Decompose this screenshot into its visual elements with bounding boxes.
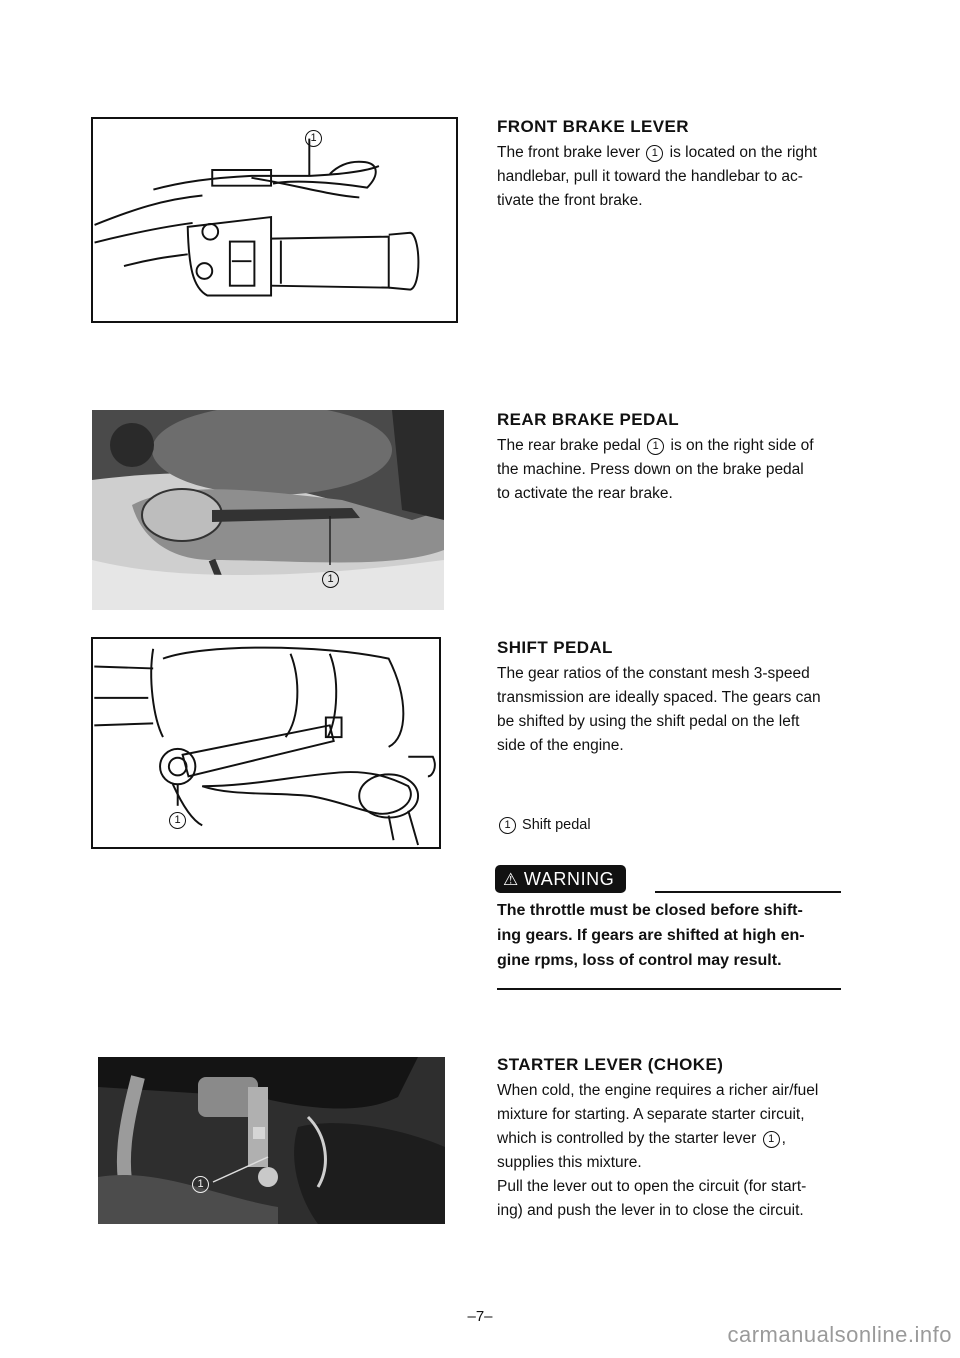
- warning-header-rule: [655, 891, 841, 893]
- page-number: –7–: [467, 1308, 493, 1325]
- warning-bottom-rule: [497, 988, 841, 990]
- shift-pedal-section: [497, 638, 847, 758]
- section-body: The front brake lever 1 is located on the right handlebar, pull it toward the handlebar to ac- tivate the front brake.: [497, 144, 817, 209]
- warning-triangle-icon: ⚠: [503, 870, 519, 889]
- starter-lever-image: [98, 1057, 445, 1224]
- warning-badge: ⚠ WARNING: [495, 865, 626, 893]
- callout-1: 1: [167, 811, 188, 829]
- warning-text: The throttle must be closed before shift- ing gears. If gears are shifted at high en- gine rpms, loss of control may result.: [497, 902, 805, 969]
- callout-1: 1: [303, 129, 324, 147]
- starter-lever-photo: [98, 1057, 445, 1224]
- section-body: The gear ratios of the constant mesh 3-speed transmission are ideally spaced. The gears can be shifted by using the shift pedal on the left side of the engine.: [497, 665, 821, 754]
- shift-pedal-figure: [91, 637, 441, 849]
- section-heading: REAR BRAKE PEDAL: [497, 410, 680, 429]
- front-brake-lever-figure: [91, 117, 458, 323]
- starter-lever-section: [497, 1055, 847, 1223]
- site-watermark: carmanualsonline.info: [727, 1322, 952, 1347]
- section-body: When cold, the engine requires a richer air/fuel mixture for starting. A separate starter circuit, which is controlled by the starter lever 1 , supplies this mixture. Pull the lever out to open the circuit (for start- ing) and push the lever in to close the circuit.: [497, 1082, 819, 1219]
- section-heading: SHIFT PEDAL: [497, 638, 613, 657]
- callout-1: 1: [320, 570, 341, 588]
- shift-pedal-drawing: [93, 639, 439, 847]
- section-heading: FRONT BRAKE LEVER: [497, 117, 689, 136]
- warning-header: [495, 865, 841, 895]
- section-heading: STARTER LEVER (CHOKE): [497, 1055, 724, 1074]
- rear-brake-pedal-image: [92, 410, 444, 610]
- rear-brake-pedal-photo: [92, 410, 444, 610]
- callout-1: 1: [190, 1175, 211, 1193]
- section-body: The rear brake pedal 1 is on the right side of the machine. Press down on the brake pedal to activate the rear brake.: [497, 437, 814, 502]
- front-brake-lever-section: [497, 117, 847, 213]
- figure-caption: 1 Shift pedal: [497, 817, 591, 834]
- front-brake-lever-drawing: [93, 119, 456, 321]
- rear-brake-pedal-section: [497, 410, 847, 506]
